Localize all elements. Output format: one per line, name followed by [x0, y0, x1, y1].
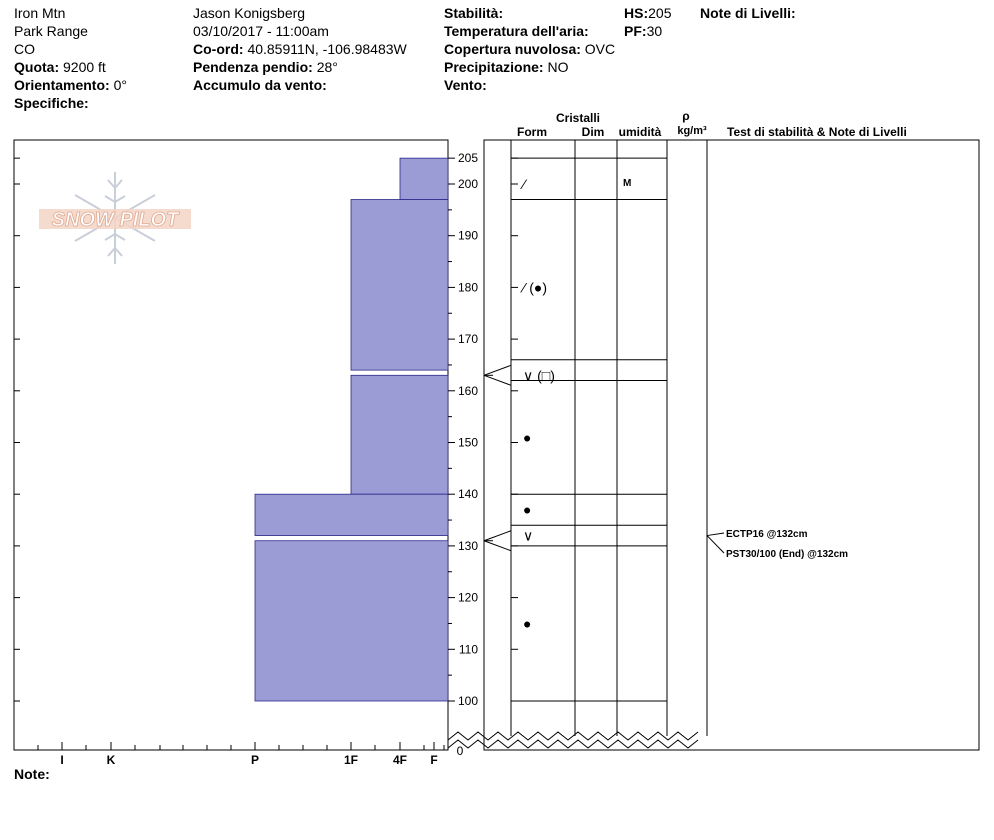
hardness-layer-bar: [255, 541, 448, 701]
hardness-layer-bar: [255, 494, 448, 535]
crystal-form-symbol: ●: [523, 429, 532, 446]
depth-tick-label: 100: [457, 694, 478, 708]
coordinates: Co-ord: 40.85911N, -106.98483W: [193, 41, 407, 57]
wetness-value: M: [623, 178, 632, 189]
depth-tick-label: 130: [457, 538, 478, 553]
stability-test-label: ECTP16 @132cm: [726, 529, 808, 540]
hardness-tick-label: P: [250, 753, 260, 767]
specifics: Specifiche:: [14, 95, 89, 111]
header-stability-notes: Test di stabilità & Note di Livelli: [727, 125, 907, 139]
crystal-form-symbol: ●: [523, 501, 532, 518]
hardness-layer-bar: [400, 158, 448, 199]
layer-boundaries: [511, 158, 667, 701]
depth-tick-label: 190: [457, 228, 478, 243]
hardness-tick-label: I: [60, 753, 64, 767]
wind-loading: Accumulo da vento:: [193, 77, 327, 93]
hardness-axis: [38, 742, 444, 767]
crystal-form-symbol: ●: [523, 615, 532, 632]
profile-table-frame: [484, 140, 979, 750]
header-cristalli: Cristalli: [555, 111, 601, 125]
elevation: Quota: 9200 ft: [14, 59, 106, 75]
depth-tick-label: 170: [457, 332, 478, 347]
crystal-form-symbol: ⁄: [523, 176, 526, 192]
header-umidita: umidità: [618, 125, 662, 139]
layer-marker-line: [484, 375, 511, 385]
layer-markers: [484, 365, 511, 550]
depth-tick-label: 200: [457, 177, 478, 191]
layer-marker-line: [484, 365, 511, 375]
depth-tick-label: 110: [458, 642, 478, 657]
depth-tick-label: 160: [457, 383, 478, 398]
stability-test-label: PST30/100 (End) @132cm: [726, 549, 849, 560]
state: CO: [14, 41, 35, 57]
header-form: Form: [517, 125, 547, 139]
hardness-layer-bar: [351, 200, 448, 371]
air-temp: Temperatura dell'aria:: [444, 23, 589, 39]
header-dim: Dim: [581, 125, 605, 139]
depth-tick-label: 205: [457, 151, 478, 166]
layer-notes-label: Note di Livelli:: [700, 5, 796, 21]
crystal-forms: [520, 176, 555, 631]
hardness-tick-label: 1F: [343, 753, 359, 767]
stability-tests: [707, 529, 848, 560]
layer-marker-line: [484, 531, 511, 541]
hardness-tick-label: F: [430, 753, 438, 767]
depth-tick-label: 140: [457, 487, 478, 502]
stability: Stabilità:: [444, 5, 504, 21]
header-rho: ρ: [682, 109, 690, 123]
location: Iron Mtn: [14, 5, 66, 21]
range: Park Range: [14, 23, 88, 39]
axis-break-zigzag: [448, 732, 698, 740]
depth-zero-label: 0: [456, 744, 464, 758]
hardness-tick-label: 4F: [392, 753, 408, 767]
logo-text: SNOW PILOT: [51, 209, 179, 231]
crystal-form-symbol: ⁄ (●): [523, 279, 548, 296]
depth-tick-label: 180: [457, 280, 478, 295]
observer: Jason Konigsberg: [193, 5, 306, 21]
depth-tick-label: 150: [457, 435, 478, 450]
layer-marker-line: [484, 541, 511, 551]
crystal-form-symbol: ∨ (□): [523, 367, 555, 384]
column-dividers: [511, 140, 707, 736]
header-density-unit: kg/m³: [677, 125, 707, 137]
precipitation: Precipitazione: NO: [444, 59, 569, 75]
hardness-layers: [255, 158, 448, 701]
stability-test-pointer: [707, 533, 724, 536]
hardness-layer-bar: [351, 375, 448, 494]
hardness-tick-label: K: [106, 753, 116, 767]
notes: Note:: [14, 766, 50, 782]
pf: PF:30: [624, 23, 663, 39]
axis-break: [448, 732, 698, 748]
snowpilot-logo: [39, 172, 191, 264]
datetime: 03/10/2017 - 11:00am: [193, 23, 329, 39]
aspect: Orientamento: 0°: [14, 77, 127, 93]
depth-tick-label: 120: [457, 590, 478, 605]
crystal-form-symbol: ∨: [523, 527, 534, 544]
stability-test-pointer: [707, 536, 724, 553]
axis-break-zigzag: [448, 740, 698, 748]
wetness-values: [623, 178, 631, 189]
slope: Pendenza pendio: 28°: [193, 59, 338, 75]
hs: HS:205: [624, 5, 672, 21]
wind: Vento:: [444, 77, 487, 93]
cloud-cover: Copertura nuvolosa: OVC: [444, 41, 616, 57]
